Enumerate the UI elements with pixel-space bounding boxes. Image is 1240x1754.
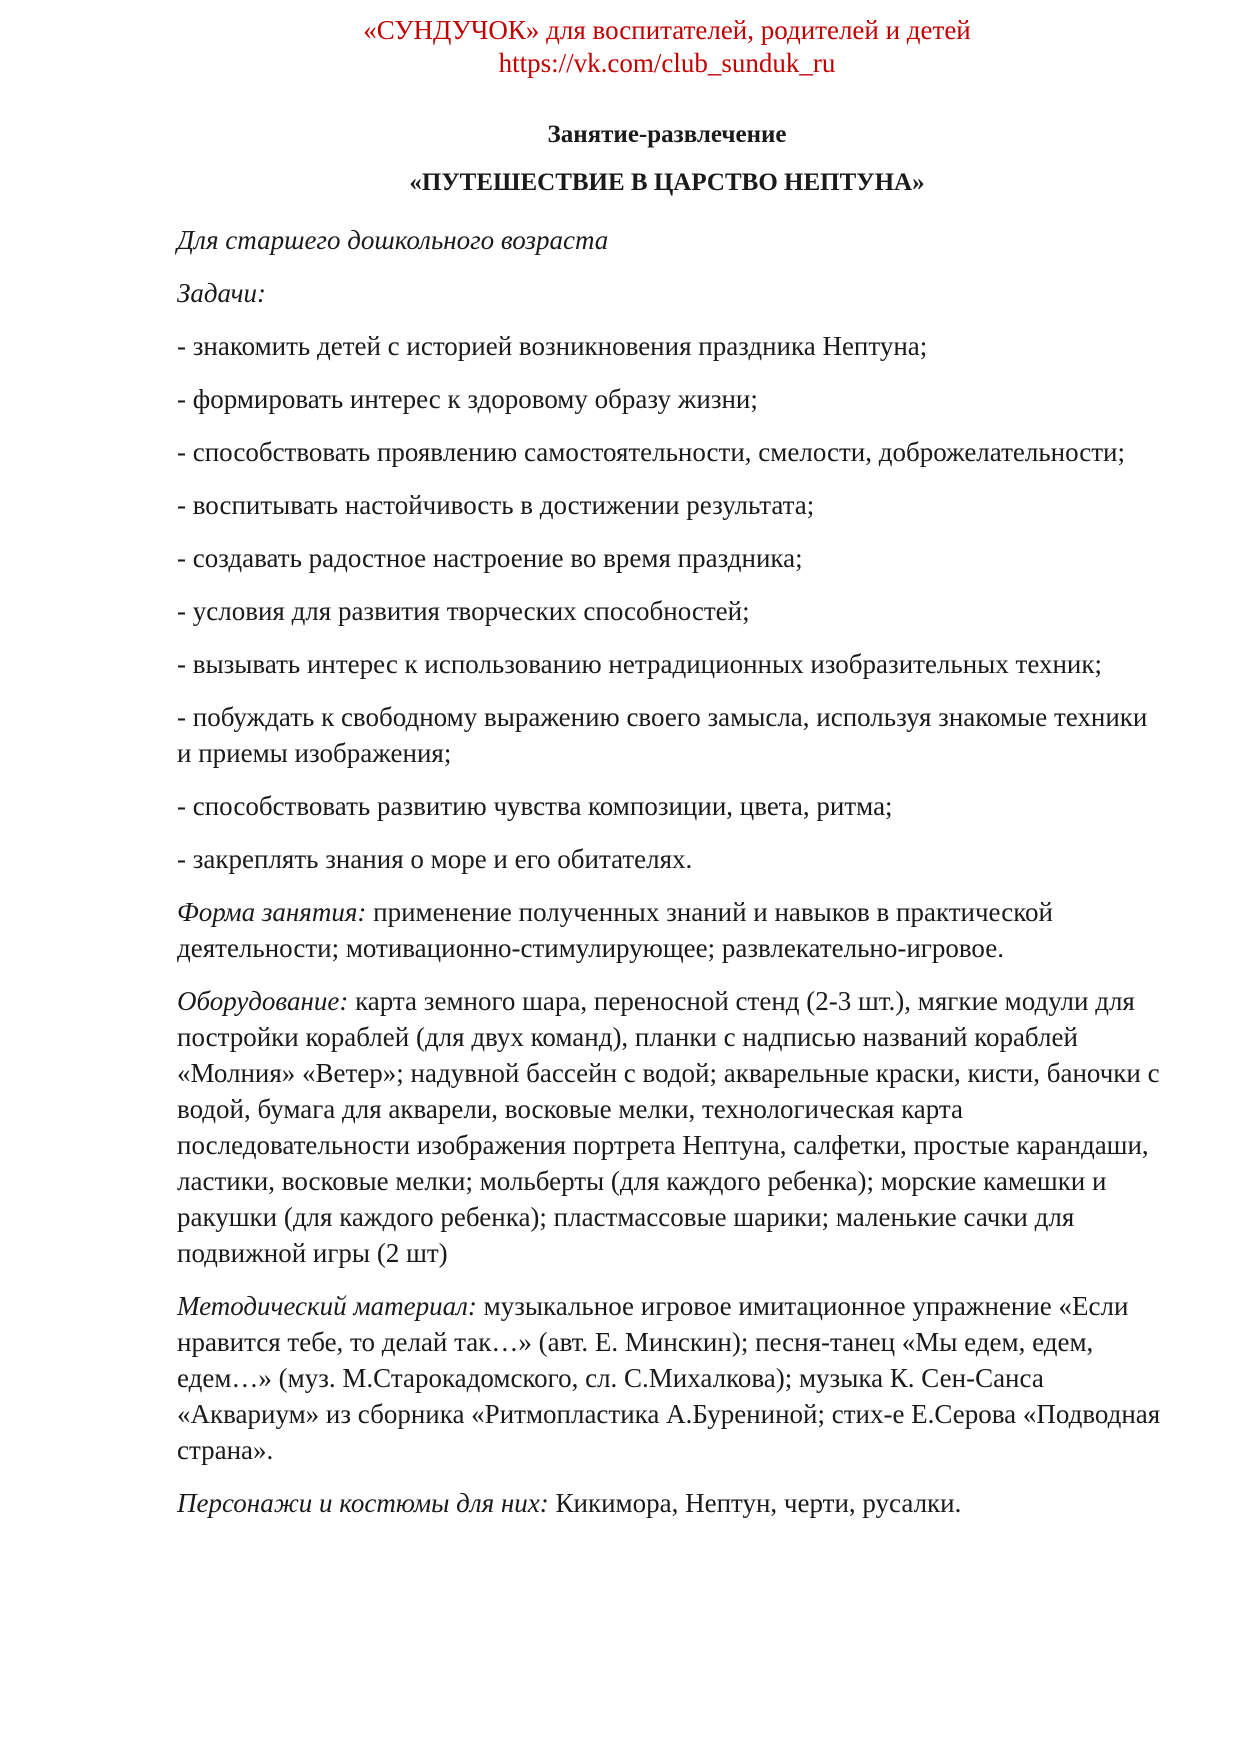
task-item: - создавать радостное настроение во время праздника; <box>177 543 803 573</box>
tasks-list <box>177 328 1167 877</box>
methodical-paragraph <box>177 1288 1167 1468</box>
audience-line: Для старшего дошкольного возраста <box>177 225 609 255</box>
task-item: - побуждать к свободному выражению своего замысла, используя знакомые техники и приемы изображения; <box>177 702 1148 768</box>
methodical-text: музыкальное игровое имитационное упражнение «Если нравится тебе, то делай так…» (авт. Е. Минскин); песня-танец «Мы едем, едем, едем…» (муз. М.Старокадомского, сл. С.Михалкова); музыка К. Сен-Санса «Аквариум» из сборника «Ритмопластика А.Бурениной; стих-е Е.Серова «Подводная страна». <box>177 1291 1161 1465</box>
task-item: - знакомить детей с историей возникновения праздника Нептуна; <box>177 331 928 361</box>
task-item: - условия для развития творческих способностей; <box>177 596 750 626</box>
equipment-text: карта земного шара, переносной стенд (2-3 шт.), мягкие модули для постройки кораблей (для двух команд), планки с надписью названий кораблей «Молния» «Ветер»; надувной бассейн с водой; акварельные краски, кисти, баночки с водой, бумага для акварели, восковые мелки, технологическая карта последовательности изображения портрета Нептуна, салфетки, простые карандаши, ластики, восковые мелки; мольберты (для каждого ребенка); морские камешки и ракушки (для каждого ребенка); пластмассовые шарики; маленькие сачки для подвижной игры (2 шт) <box>177 986 1160 1268</box>
equipment-paragraph <box>177 983 1167 1271</box>
form-label: Форма занятия: <box>177 897 367 927</box>
task-item: - способствовать развитию чувства композиции, цвета, ритма; <box>177 791 893 821</box>
characters-paragraph <box>177 1485 1167 1521</box>
document-subtitle: Занятие-развлечение <box>547 121 787 148</box>
page-header <box>0 14 1240 80</box>
task-item: - закреплять знания о море и его обитателях. <box>177 844 693 874</box>
task-item: - вызывать интерес к использованию нетрадиционных изобразительных техник; <box>177 649 1103 679</box>
document-title: «ПУТЕШЕСТВИЕ В ЦАРСТВО НЕПТУНА» <box>409 169 925 196</box>
task-item: - формировать интерес к здоровому образу жизни; <box>177 384 758 414</box>
task-item: - способствовать проявлению самостоятельности, смелости, доброжелательности; <box>177 437 1125 467</box>
characters-text: Кикимора, Нептун, черти, русалки. <box>548 1488 962 1518</box>
form-paragraph <box>177 894 1167 966</box>
methodical-label: Методический материал: <box>177 1291 477 1321</box>
form-text: применение полученных знаний и навыков в практической деятельности; мотивационно-стимулирующее; развлекательно-игровое. <box>177 897 1053 963</box>
document-body <box>177 222 1167 1538</box>
title-block <box>0 120 1240 198</box>
brand-line: «СУНДУЧОК» для воспитателей, родителей и детей <box>363 15 971 45</box>
task-item: - воспитывать настойчивость в достижении результата; <box>177 490 815 520</box>
characters-label: Персонажи и костюмы для них: <box>177 1488 549 1518</box>
group-link[interactable]: https://vk.com/club_sunduk_ru <box>498 48 836 78</box>
tasks-heading: Задачи: <box>177 278 267 308</box>
equipment-label: Оборудование: <box>177 986 349 1016</box>
